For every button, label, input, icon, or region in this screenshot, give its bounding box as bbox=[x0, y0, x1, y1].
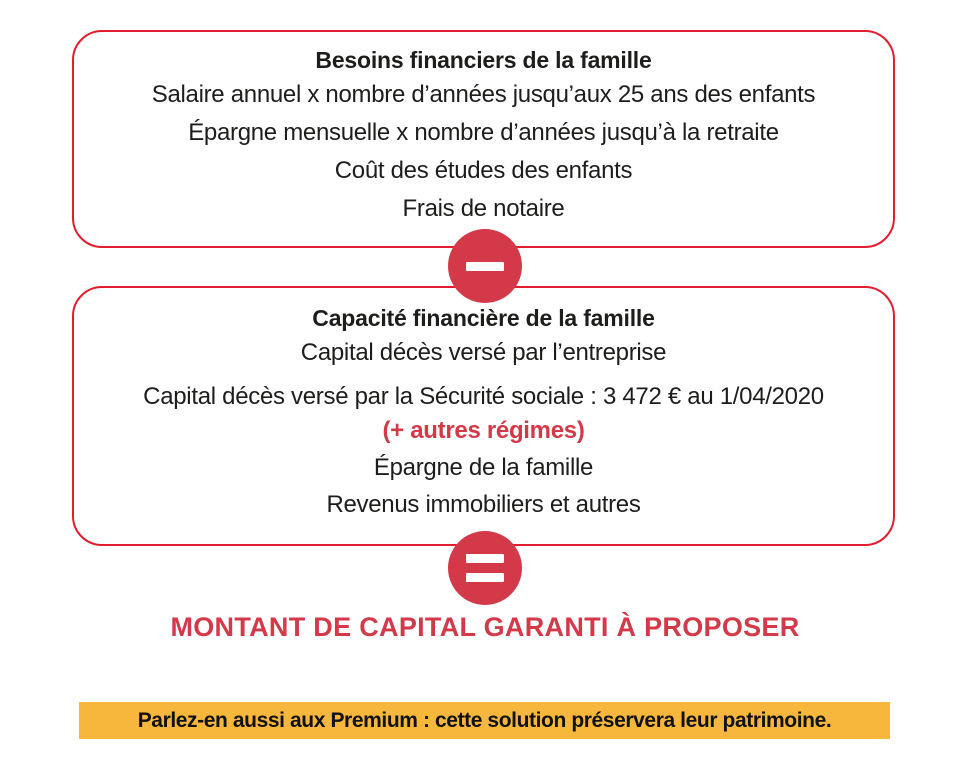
premium-banner-text: Parlez-en aussi aux Premium : cette solution préservera leur patrimoine. bbox=[137, 708, 832, 732]
equals-icon bbox=[466, 573, 504, 582]
family-capacity-title: Capacité financière de la famille bbox=[312, 305, 655, 331]
premium-banner bbox=[79, 702, 890, 739]
capacity-line-other-schemes: (+ autres régimes) bbox=[382, 417, 585, 444]
capacity-line-family-savings: Épargne de la famille bbox=[373, 454, 594, 481]
equals-operator-badge bbox=[448, 531, 522, 605]
needs-line-savings: Épargne mensuelle x nombre d’années jusqu’à la retraite bbox=[188, 119, 779, 146]
capacity-line-company-capital: Capital décès versé par l’entreprise bbox=[300, 339, 667, 366]
minus-operator-badge bbox=[448, 229, 522, 303]
needs-line-studies: Coût des études des enfants bbox=[334, 157, 633, 184]
equals-icon bbox=[466, 554, 504, 563]
family-needs-title: Besoins financiers de la famille bbox=[315, 47, 652, 73]
family-needs-box bbox=[72, 30, 895, 248]
family-capacity-box bbox=[72, 286, 895, 546]
needs-line-salary: Salaire annuel x nombre d’années jusqu’aux 25 ans des enfants bbox=[151, 81, 816, 108]
result-heading: MONTANT DE CAPITAL GARANTI À PROPOSER bbox=[170, 612, 800, 642]
needs-line-notary: Frais de notaire bbox=[402, 195, 565, 222]
capacity-line-social-security: Capital décès versé par la Sécurité sociale : 3 472 € au 1/04/2020 bbox=[143, 383, 824, 410]
capacity-line-property-income: Revenus immobiliers et autres bbox=[326, 491, 641, 518]
minus-icon bbox=[466, 262, 504, 271]
